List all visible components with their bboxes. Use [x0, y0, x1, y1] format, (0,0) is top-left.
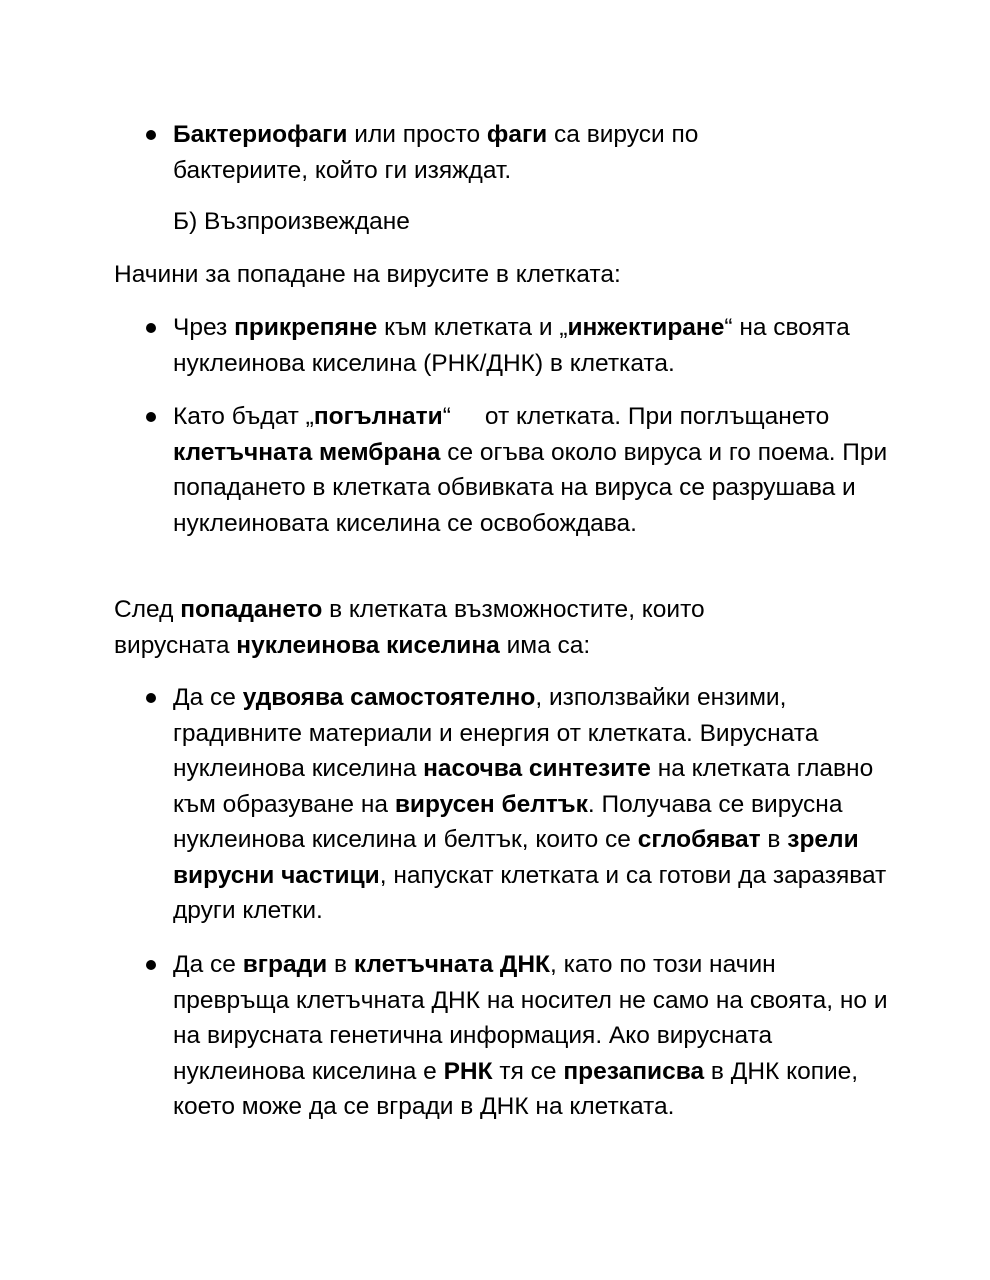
bullet-dot-icon — [146, 130, 156, 140]
term-reverse-transcribe: презаписва — [563, 1057, 705, 1085]
bullet-text: Да се удвоява самостоятелно, използвайки ензими, градивните материали и енергия от клетката. Вирусната нуклеинова киселина насочва синтезите на клетката главно към образуване на вирусен белтък. Получава се вирусна нуклеинова киселина и белтък, които се сглобяват в зрели вирусни частици, напускат клетката и са готови да заразяват други клетки. — [173, 684, 887, 924]
term-assemble: сглобяват — [637, 826, 761, 853]
section-subheading: Б) Възпроизвеждане — [173, 208, 410, 235]
term-engulfed: погълнати — [313, 403, 443, 430]
bullet-dot-icon — [146, 693, 156, 703]
after-entry-paragraph: След попадането в клетката възможностите, които вирусната нуклеинова киселина има са: — [114, 596, 705, 659]
intro-paragraph: Начини за попадане на вирусите в клетката: — [114, 261, 621, 288]
bullet-dot-icon — [146, 960, 156, 970]
term-phages: фаги — [486, 121, 548, 148]
term-cell-membrane: клетъчната мембрана — [173, 438, 441, 466]
bullet-text: Да се вгради в клетъчната ДНК, като по този начин превръща клетъчната ДНК на носител не само на своята, но и на вирусната генетична информация. Ако вирусната нуклеинова киселина е РНК тя се презаписва в ДНК копие, което може да се вгради в ДНК на клетката. — [173, 951, 888, 1120]
bullet-text: Бактериофаги или просто фаги са вируси по бактериите, който ги изяждат. — [173, 121, 699, 184]
term-directs-synthesis: насочва синтезите — [423, 755, 651, 782]
bullet-dot-icon — [146, 412, 156, 422]
term-mature-virions: зрели вирусни частици — [173, 826, 859, 889]
bullet-text: Чрез прикрепяне към клетката и „инжектиране“ на своята нуклеинова киселина (РНК/ДНК) в клетката. — [173, 314, 850, 377]
term-attachment: прикрепяне — [234, 314, 378, 341]
bullet-text: Като бъдат „погълнати“ от клетката. При поглъщането клетъчната мембрана се огъва около вируса и го поема. При попадането в клетката обвивката на вируса се разрушава и нуклеиновата киселина се освобождава. — [173, 403, 895, 537]
term-integrate: вгради — [242, 951, 328, 978]
term-injection: инжектиране — [567, 314, 725, 341]
bullet-dot-icon — [146, 323, 156, 333]
term-bacteriophages: Бактериофаги — [173, 121, 348, 148]
term-viral-protein: вирусен белтък — [394, 790, 588, 818]
term-self-replication: удвоява самостоятелно — [242, 684, 536, 711]
term-nucleic-acid: нуклеинова киселина — [236, 631, 500, 659]
term-entry: попадането — [180, 596, 323, 623]
term-cellular-dna: клетъчната ДНК — [353, 951, 550, 978]
term-rna: РНК — [443, 1057, 493, 1085]
